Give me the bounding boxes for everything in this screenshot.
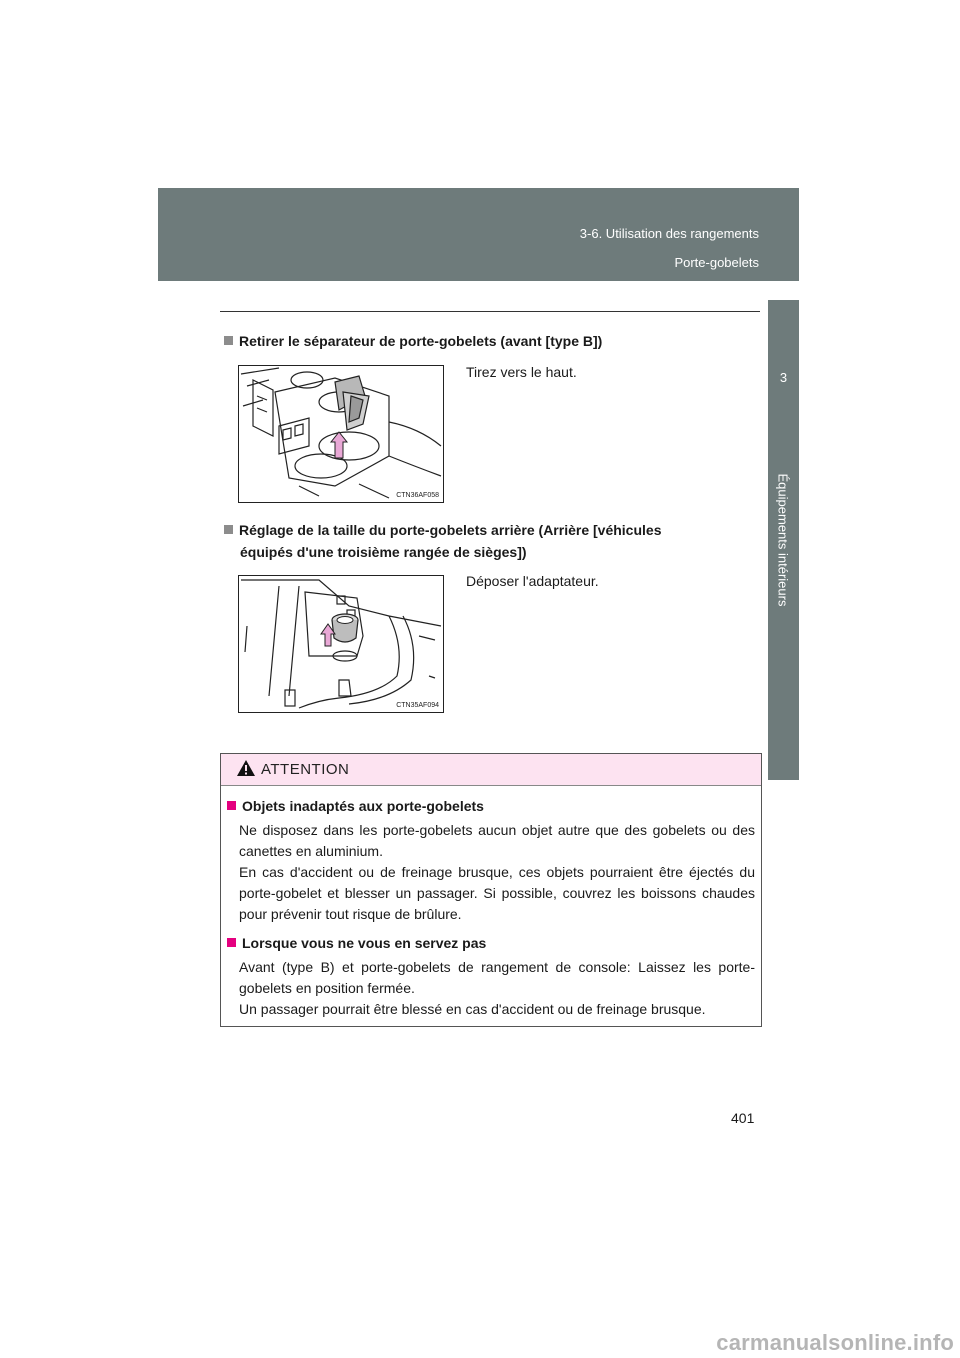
section-heading-divider	[224, 330, 764, 352]
heading-text: Retirer le séparateur de porte-gobelets (avant [type B])	[239, 333, 603, 349]
figure-front-cupholder	[238, 365, 444, 503]
section-heading-rear-size	[224, 519, 754, 563]
heading-text-line1: Réglage de la taille du porte-gobelets arrière (Arrière [véhicules	[239, 522, 662, 538]
bullet-square-icon	[227, 801, 236, 810]
figure-code: CTN36AF058	[396, 492, 439, 499]
page-number: 401	[731, 1110, 755, 1126]
section-title: 3-6. Utilisation des rangements	[579, 226, 759, 241]
warning-title: ATTENTION	[261, 761, 350, 778]
warning-item-text: Avant (type B) et porte-gobelets de rangement de console: Laissez les porte-gobelets en position fermée. Un passager pourrait être blessé en cas d'accident ou de freinage brusque.	[239, 959, 755, 1017]
warning-item-heading: Objets inadaptés aux porte-gobelets	[227, 796, 755, 817]
cupholder-adapter-illustration	[239, 576, 443, 712]
chapter-side-tab	[768, 300, 799, 780]
warning-item-heading: Lorsque vous ne vous en servez pas	[227, 933, 755, 954]
warning-box	[220, 753, 762, 1027]
cupholder-divider-illustration	[239, 366, 443, 502]
heading-text-line2: équipés d'une troisième rangée de sièges])	[240, 544, 527, 560]
bullet-square-icon	[227, 938, 236, 947]
header-rule	[220, 311, 760, 312]
warning-header	[221, 754, 761, 786]
chapter-number: 3	[779, 370, 788, 385]
warning-triangle-icon	[236, 759, 256, 777]
bullet-square-icon	[224, 525, 233, 534]
warning-item-text: Ne disposez dans les porte-gobelets aucun objet autre que des gobelets ou des canettes en aluminium. En cas d'accident ou de freinage brusque, ces objets pourraient être éjectés du porte-gobelet et blesser un passager. Si possible, couvrez les boissons chaudes pour prévenir tout risque de brûlure.	[239, 822, 755, 922]
figure-caption: Tirez vers le haut.	[466, 364, 577, 380]
subsection-title: Porte-gobelets	[674, 255, 759, 270]
figure-rear-cupholder	[238, 575, 444, 713]
figure-code: CTN35AF094	[396, 702, 439, 709]
chapter-title: Équipements intérieurs	[775, 473, 791, 607]
watermark: carmanualsonline.info	[716, 1330, 954, 1355]
bullet-square-icon	[224, 336, 233, 345]
page-header	[158, 188, 799, 281]
warning-body	[221, 786, 761, 1020]
figure-caption: Déposer l'adaptateur.	[466, 573, 599, 589]
